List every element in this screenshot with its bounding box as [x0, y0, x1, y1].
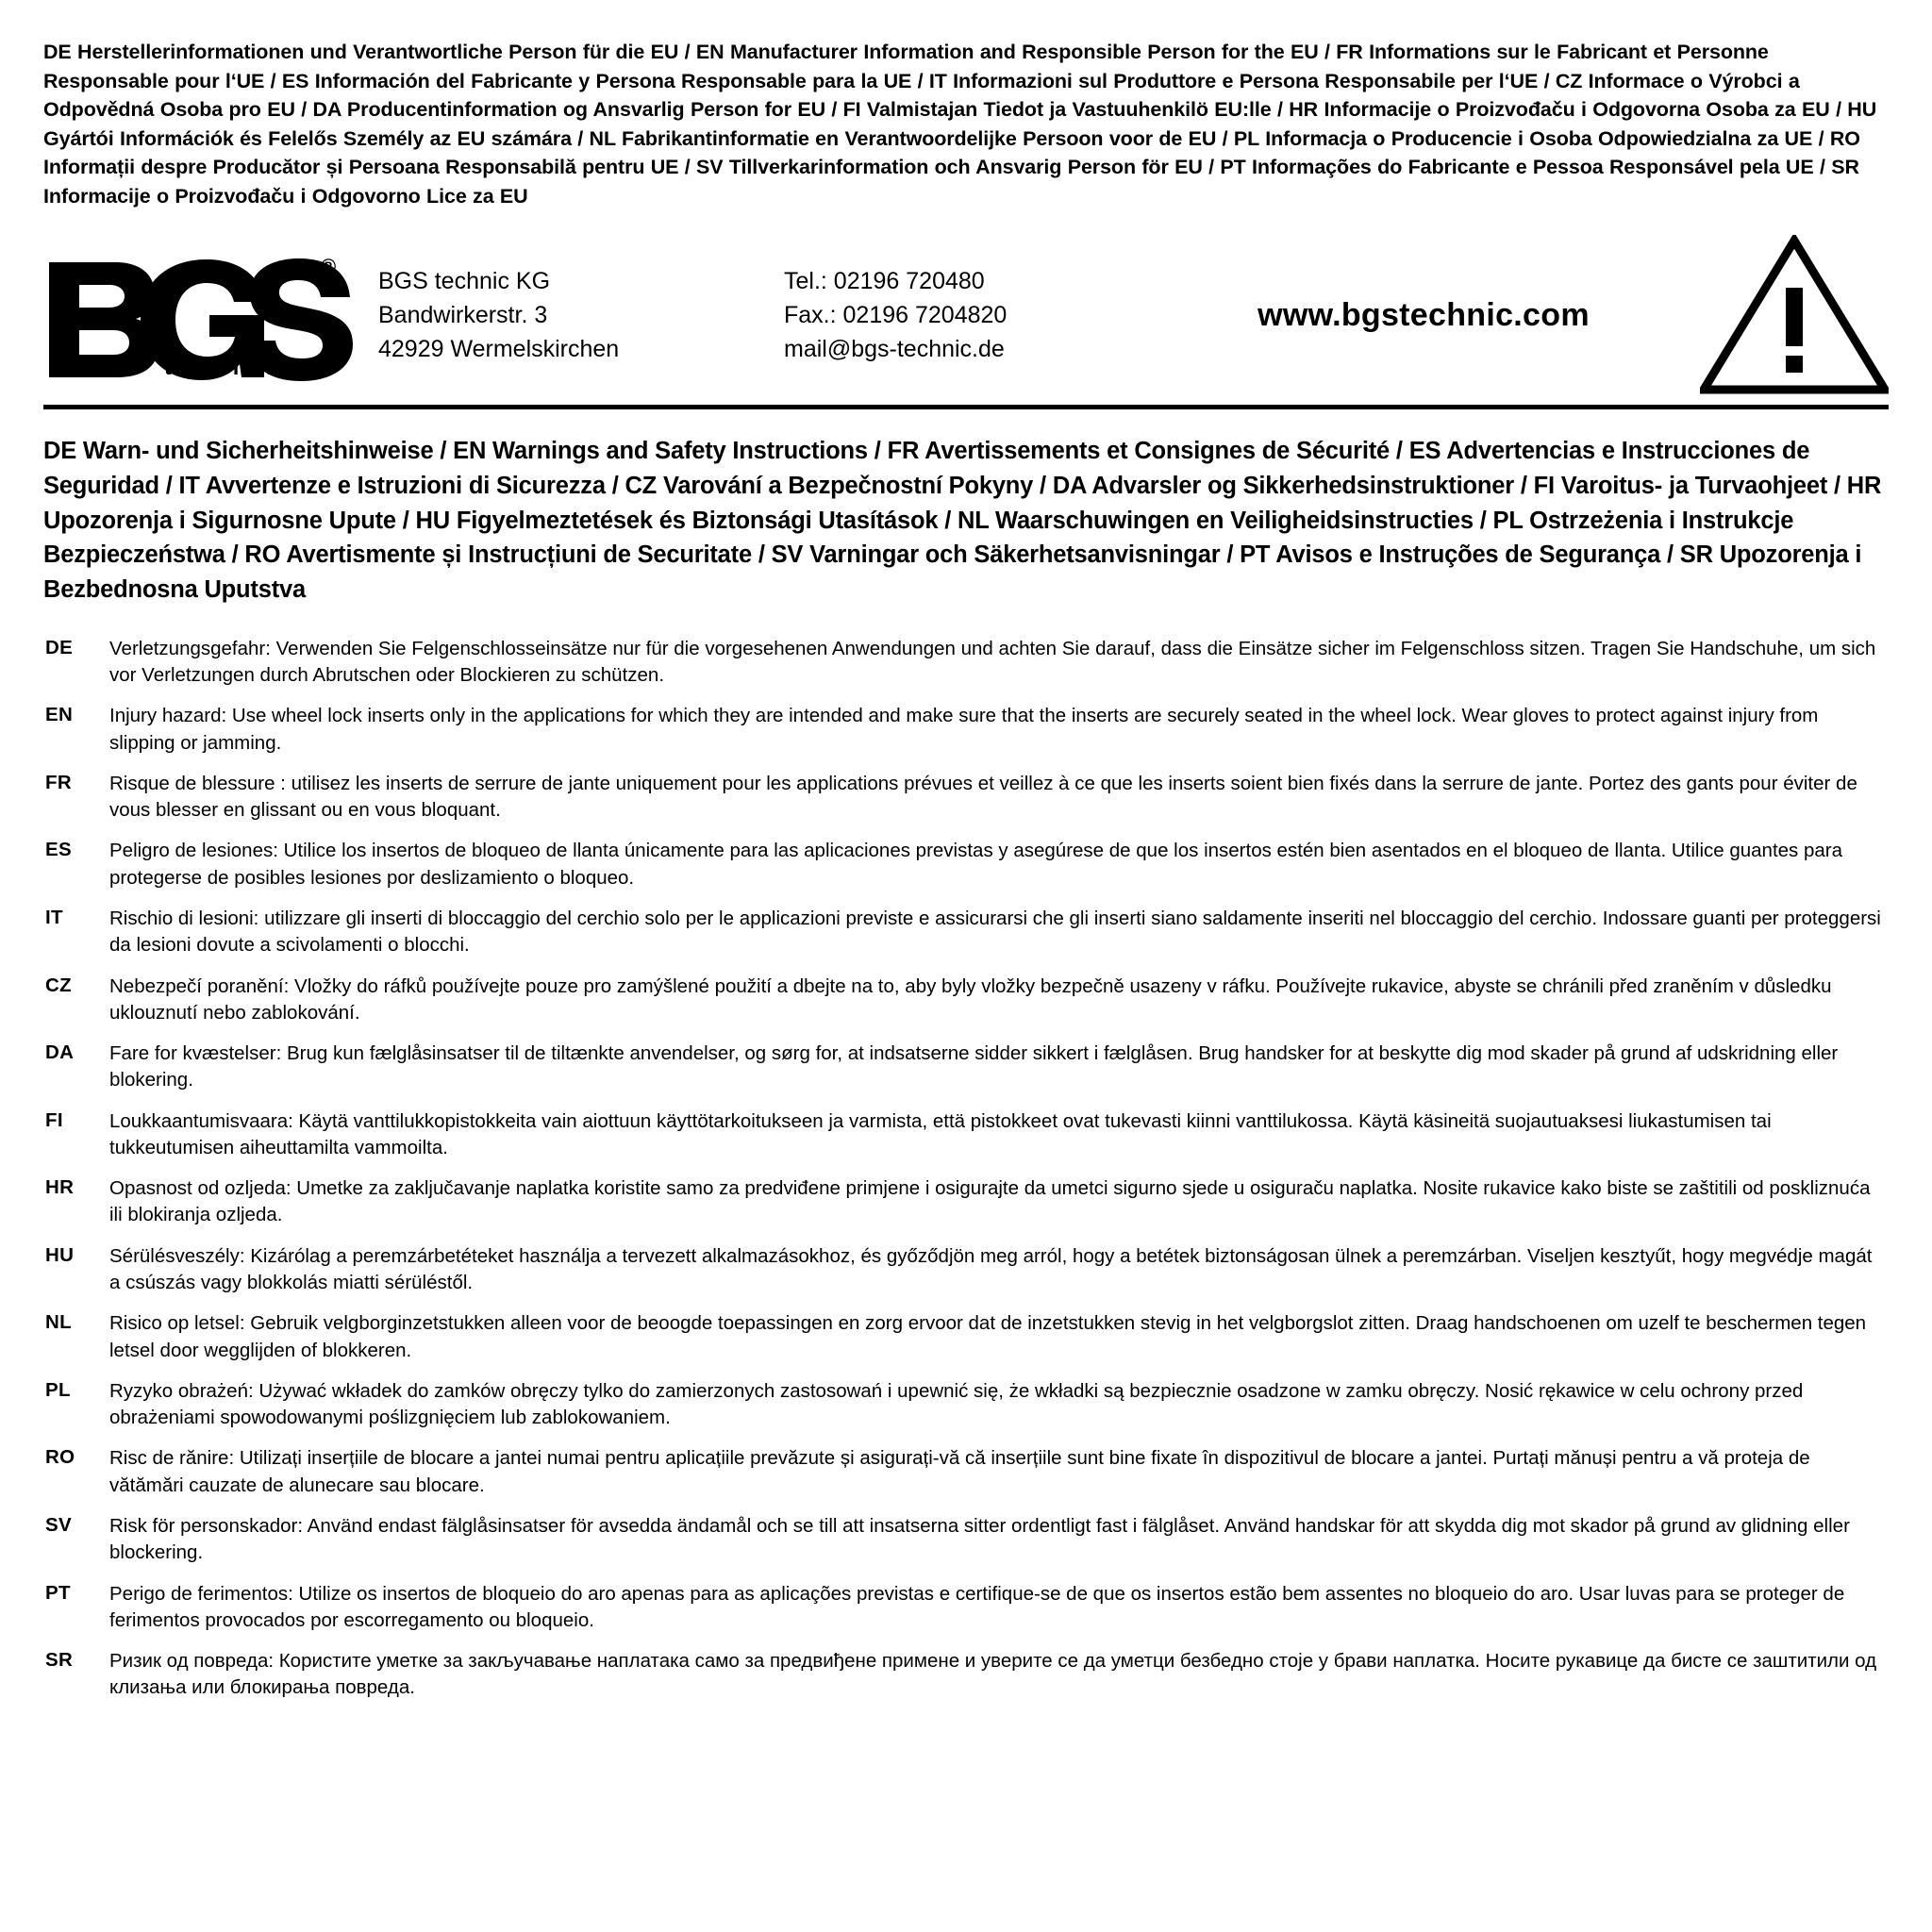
list-item: [45, 771, 1887, 824]
language-text: Risque de blessure : utilisez les inserts de serrure de jante uniquement pour les applications prévues et veillez à ce que les inserts soient bien fixés dans la serrure de jante. Portez des gants pour éviter de vous blesser en glissant ou en vous bloquant.: [109, 772, 1857, 822]
company-fax: Fax.: 02196 7204820: [784, 301, 1008, 328]
list-item: [45, 703, 1887, 757]
list-item: [45, 1310, 1887, 1364]
language-code: ES: [45, 839, 72, 861]
company-email: mail@bgs-technic.de: [784, 336, 1005, 363]
list-item: [45, 1648, 1887, 1702]
warnings-language-list: [38, 636, 1894, 1773]
language-code: RO: [45, 1446, 75, 1469]
list-item: [45, 1175, 1887, 1229]
language-text: Nebezpečí poranění: Vložky do ráfků používejte pouze pro zamýšlené použití a dbejte na to, aby byly vložky bezpečně usazeny v ráfku. Používejte rukavice, abyste se chránili před zraněním v důsledku uklouznutí nebo zablokování.: [109, 974, 1832, 1024]
language-text: Perigo de ferimentos: Utilize os insertos de bloqueio do aro apenas para as aplicações previstas e certifique-se de que os insertos estão bem assentes no bloqueio do aro. Usar luvas para se proteger de ferimentos provocados por escorregamento ou bloqueio.: [109, 1582, 1845, 1631]
language-code: DE: [45, 636, 74, 658]
language-code: SR: [45, 1649, 74, 1672]
warning-triangle-graphic: [1700, 235, 1889, 395]
language-code: PL: [45, 1378, 71, 1401]
list-item: [45, 974, 1887, 1027]
company-name: BGS technic KG: [378, 267, 551, 294]
company-city: 42929 Wermelskirchen: [378, 336, 620, 363]
language-code: PT: [45, 1581, 71, 1604]
list-item: [45, 1108, 1887, 1162]
list-item: [45, 1378, 1887, 1432]
language-text: Risk för personskador: Använd endast fälglåsinsatser för avsedda ändamål och se till att insatserna sitter ordentligt fast i fälglåset. Använd handskar för att skydda dig mot skador på grund av glidning eller blockering.: [109, 1515, 1850, 1564]
list-item: [45, 636, 1887, 690]
language-code: CZ: [45, 974, 72, 996]
list-item: [45, 1041, 1887, 1094]
warning-triangle-icon: [1686, 235, 1889, 395]
language-code: DA: [45, 1041, 75, 1064]
language-text: Fare for kvæstelser: Brug kun fælglåsinsatser til de tiltænkte anvendelser, og sørg for, at indsatserne sidder sikkert i fælglåsen. Brug handsker for at beskytte dig mod skader på grund af udskridning eller blokering.: [109, 1042, 1839, 1091]
language-text: Loukkaantumisvaara: Käytä vanttilukkopistokkeita vain aiottuun käyttötarkoitukseen ja varmista, että pistokkeet ovat tukevasti kiinni vanttilukossa. Käytä käsineitä suojautuaksesi liukastumisen tai tukkeutumisen aiheuttamilta vammoilta.: [109, 1109, 1772, 1158]
company-website: www.bgstechnic.com: [1257, 296, 1590, 333]
registered-mark: ®: [321, 255, 337, 279]
company-address: [369, 264, 784, 367]
manufacturer-band: [38, 235, 1894, 395]
company-phone: Tel.: 02196 720480: [784, 267, 985, 294]
language-code: IT: [45, 906, 63, 928]
language-text: Rischio di lesioni: utilizzare gli inserti di bloccaggio del cerchio solo per le applicazioni previste e assicurarsi che gli inserti siano saldamente inseriti nel bloccaggio del cerchio. Indossare guanti per proteggersi da lesioni dovute a scivolamenti o blocchi.: [109, 907, 1881, 957]
language-code: FI: [45, 1108, 63, 1131]
list-item: [45, 1243, 1887, 1297]
bgs-logo: [43, 249, 369, 381]
list-item: [45, 1581, 1887, 1635]
list-item: [45, 906, 1887, 959]
language-text: Injury hazard: Use wheel lock inserts only in the applications for which they are intended and make sure that the inserts are securely seated in the wheel lock. Wear gloves to protect against injury from slipping or jamming.: [109, 705, 1819, 754]
company-contact: [784, 264, 1161, 367]
warnings-heading: DE Warn- und Sicherheitshinweise / EN Warnings and Safety Instructions / FR Avertissements et Consignes de Sécurité / ES Advertencias e Instrucciones de Seguridad / IT Avvertenze e Istruzioni di Sicurezza / CZ Varování a Bezpečnostní Pokyny / DA Advarsler og Sikkerhedsinstruktioner / FI Varoitus- ja Turvaohjeet / HR Upozorenja i Sigurnosne Upute / HU Figyelmeztetések és Biztonsági Utasítások / NL Waarschuwingen en Veiligheidsinstructies / PL Ostrzeżenia i Instrukcje Bezpieczeństwa / RO Avertismente și Instrucțiuni de Securitate / SV Varningar och Säkerhetsanvisningar / PT Avisos e Instruções de Segurança / SR Upozorenja i Bezbednosna Uputstva: [43, 438, 1882, 603]
language-code: HU: [45, 1243, 75, 1266]
language-text: Risico op letsel: Gebruik velgborginzetstukken alleen voor de beoogde toepassingen en zorg ervoor dat de inzetstukken stevig in het velgborgslot zitten. Draag handschoenen om uzelf te beschermen tegen letsel door wegglijden of blokkeren.: [109, 1312, 1867, 1361]
bgs-logo-subtitle: t e c h n i c: [164, 355, 319, 381]
language-text: Opasnost od ozljeda: Umetke za zaključavanje naplatka koristite samo za predviđene primjene i osigurajte da umetci sigurno sjede u osiguraču naplatka. Nosite rukavice kako biste se zaštitili od poskliznuća ili blokiranja ozljeda.: [109, 1177, 1871, 1226]
language-code: EN: [45, 704, 74, 726]
language-text: Peligro de lesiones: Utilice los insertos de bloqueo de llanta únicamente para las aplicaciones previstas y asegúrese de que los insertos estén bien asentados en el bloqueo de llanta. Utilice guantes para protegerse de posibles lesiones por deslizamiento o bloqueo.: [109, 840, 1843, 889]
language-code: SV: [45, 1514, 72, 1536]
list-item: [45, 1513, 1887, 1567]
language-text: Verletzungsgefahr: Verwenden Sie Felgenschlosseinsätze nur für die vorgesehenen Anwendungen und achten Sie darauf, dass die Einsätze sicher im Felgenschloss sitzen. Tragen Sie Handschuhe, um sich vor Verletzungen durch Abrutschen oder Blockieren zu schützen.: [109, 637, 1876, 686]
language-code: FR: [45, 771, 72, 793]
language-code: HR: [45, 1176, 75, 1199]
list-item: [45, 1445, 1887, 1499]
company-street: Bandwirkerstr. 3: [378, 301, 548, 328]
language-text: Risc de rănire: Utilizați inserțiile de blocare a jantei numai pentru aplicațiile prevăzute și asigurați-vă că inserțiile sunt bine fixate în dispozitivul de blocare a jantei. Purtați mănuși pentru a vă proteja de vătămări cauzate de alunecare sau blocare.: [109, 1447, 1810, 1496]
language-code: NL: [45, 1311, 72, 1334]
language-text: Ризик од повреда: Користите уметке за закључавање наплатака само за предвиђене примене и уверите се да уметци безбедно стоје у брави наплатка. Носите рукавице да бисте се заштитили од клизања или блокирања повреда.: [109, 1650, 1877, 1699]
language-text: Ryzyko obrażeń: Używać wkładek do zamków obręczy tylko do zamierzonych zastosowań i upewnić się, że wkładki są bezpiecznie osadzone w zamku obręczy. Nosić rękawice w celu ochrony przed obrażeniami spowodowanymi poślizgnięciem lub zablokowaniem.: [109, 1379, 1804, 1429]
manufacturer-info-heading: DE Herstellerinformationen und Verantwortliche Person für die EU / EN Manufacturer Information and Responsible Person for the EU / FR Informations sur le Fabricant et Personne Responsable pour l‘UE / ES Información del Fabricante y Persona Responsable para la UE / IT Informazioni sul Produttore e Persona Responsabile per l‘UE / CZ Informace o Výrobci a Odpovědná Osoba pro EU / DA Producentinformation og Ansvarlig Person for EU / FI Valmistajan Tiedot ja Vastuuhenkilö EU:lle / HR Informacije o Proizvođaču i Odgovorna Osoba za EU / HU Gyártói Információk és Felelős Személy az EU számára / NL Fabrikantinformatie en Verantwoordelijke Persoon voor de EU / PL Informacja o Producencie i Osoba Odpowiedzialna za UE / RO Informații despre Producător și Persoana Responsabilă pentru UE / SV Tillverkarinformation och Ansvarig Person för EU / PT Informações do Fabricante e Pessoa Responsável pela UE / SR Informacije o Proizvođaču i Odgovorno Lice za EU: [43, 41, 1877, 208]
language-text: Sérülésveszély: Kizárólag a peremzárbetéteket használja a tervezett alkalmazásokhoz, és győződjön meg arról, hogy a betétek biztonságosan ülnek a peremzárban. Viseljen kesztyűt, hogy megvédje magát a csúszás vagy blokkolás miatti sérüléstől.: [109, 1244, 1873, 1294]
list-item: [45, 838, 1887, 891]
header-divider: [43, 405, 1889, 409]
